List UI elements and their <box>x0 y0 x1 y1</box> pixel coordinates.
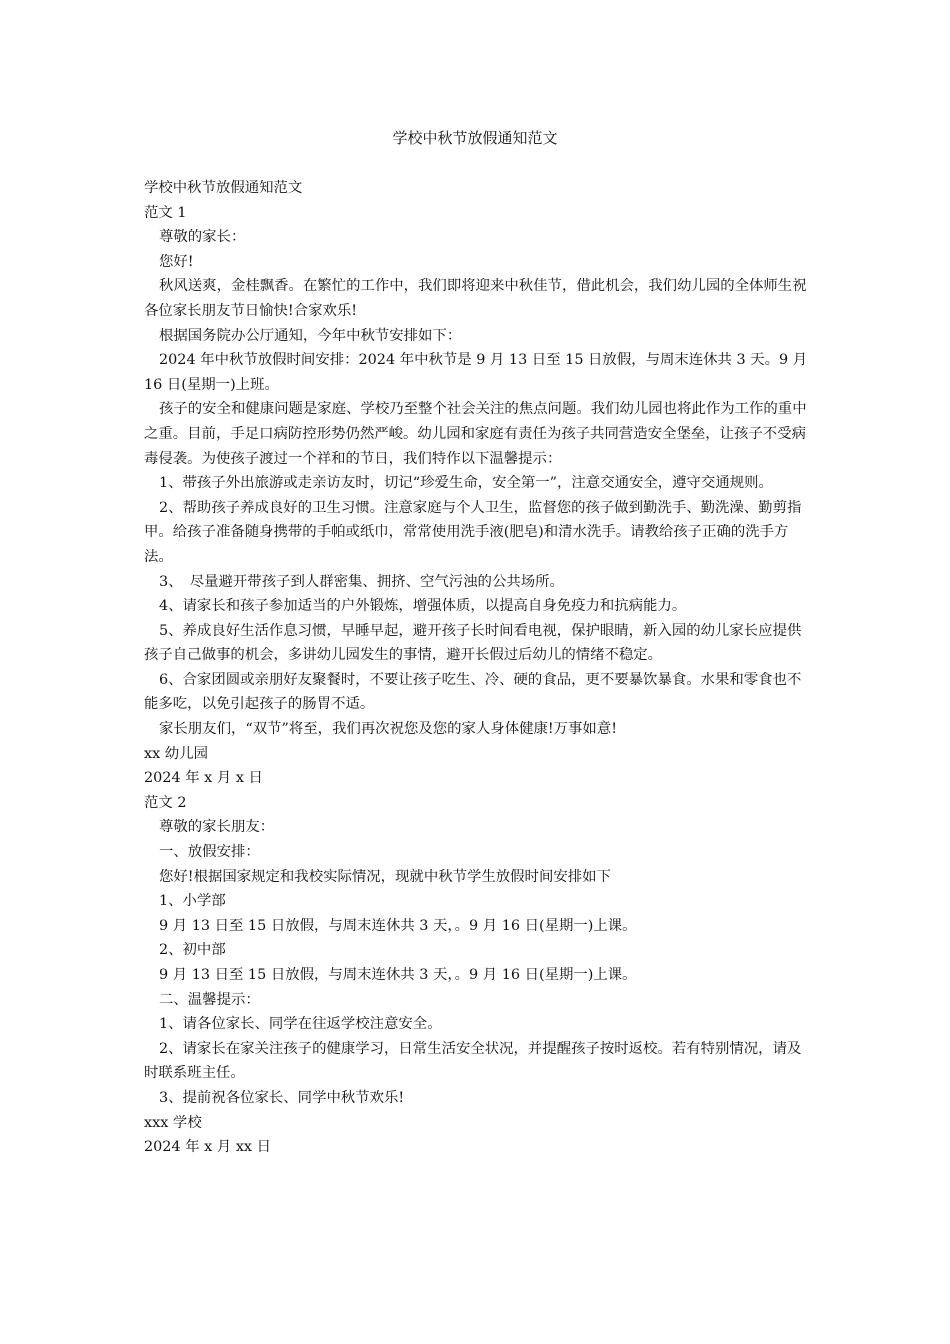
paragraph: 您好! <box>159 253 194 270</box>
document-body <box>144 176 810 1160</box>
paragraph: 6、合家团圆或亲朋好友聚餐时，不要让孩子吃生、冷、硬的食品，更不要暴饮暴食。水果和零食也不能多吃，以免引起孩子的肠胃不适。 <box>144 671 802 713</box>
paragraph: 3、提前祝各位家长、同学中秋节欢乐! <box>159 1089 405 1106</box>
paragraph: 根据国务院办公厅通知，今年中秋节安排如下： <box>159 327 462 344</box>
paragraph: 2、帮助孩子养成良好的卫生习惯。注意家庭与个人卫生，监督您的孩子做到勤洗手、勤洗澡、勤剪指甲。给孩子准备随身携带的手帕或纸巾，常常使用洗手液(肥皂)和清水洗手。请教给孩子正确的洗手方法。 <box>144 499 802 565</box>
paragraph: 9 月 13 日至 15 日放假，与周末连休共 3 天，。9 月 16 日(星期一)上课。 <box>159 917 637 934</box>
paragraph: 家长朋友们，“双节”将至，我们再次祝您及您的家人身体健康!万事如意! <box>159 721 618 738</box>
paragraph: 1、带孩子外出旅游或走亲访友时，切记“珍爱生命，安全第一”，注意交通安全，遵守交通规则。 <box>159 475 773 492</box>
paragraph: 范文 1 <box>144 204 187 221</box>
paragraph: 2024 年 x 月 xx 日 <box>144 1139 272 1156</box>
paragraph: xxx 学校 <box>144 1114 202 1131</box>
paragraph: xx 幼儿园 <box>144 745 208 762</box>
paragraph: 一、放假安排： <box>159 844 260 861</box>
paragraph: 9 月 13 日至 15 日放假，与周末连休共 3 天，。9 月 16 日(星期一)上课。 <box>159 967 637 983</box>
paragraph: 4、请家长和孩子参加适当的户外锻炼，增强体质，以提高自身免疫力和抗病能力。 <box>159 598 687 615</box>
paragraph: 5、养成良好生活作息习惯，早睡早起，避开孩子长时间看电视，保护眼睛，新入园的幼儿家长应提供孩子自己做事的机会，多讲幼儿园发生的事情，避开长假过后幼儿的情绪不稳定。 <box>144 622 802 664</box>
paragraph: 2024 年中秋节放假时间安排：2024 年中秋节是 9 月 13 日至 15 日放假，与周末连休共 3 天。9 月 16 日(星期一)上班。 <box>144 352 808 393</box>
paragraph: 范文 2 <box>144 794 187 811</box>
paragraph: 学校中秋节放假通知范文 <box>144 180 303 196</box>
paragraph: 2、请家长在家关注孩子的健康学习，日常生活安全状况，并提醒孩子按时返校。若有特别情况，请及时联系班主任。 <box>144 1040 802 1082</box>
paragraph: 孩子的安全和健康问题是家庭、学校乃至整个社会关注的焦点问题。我们幼儿园也将此作为工作的重中之重。目前，手足口病防控形势仍然严峻。幼儿园和家庭有责任为孩子共同营造安全堡垒，让孩子不受病毒侵袭。为使孩子渡过一个祥和的节日，我们特作以下温馨提示： <box>144 401 807 467</box>
paragraph: 尊敬的家长朋友： <box>159 819 275 836</box>
paragraph: 2024 年 x 月 x 日 <box>144 770 263 787</box>
paragraph: 您好!根据国家规定和我校实际情况，现就中秋节学生放假时间安排如下 <box>159 868 611 885</box>
paragraph: 二、温馨提示： <box>159 991 260 1008</box>
paragraph: 2、初中部 <box>159 942 226 959</box>
document-title: 学校中秋节放假通知范文 <box>392 129 558 147</box>
paragraph: 3、 尽量避开带孩子到人群密集、拥挤、空气污浊的公共场所。 <box>159 573 564 590</box>
paragraph: 1、小学部 <box>159 893 226 910</box>
paragraph: 秋风送爽，金桂飘香。在繁忙的工作中，我们即将迎来中秋佳节，借此机会，我们幼儿园的全体师生祝各位家长朋友节日愉快!合家欢乐! <box>144 278 807 319</box>
paragraph: 尊敬的家长： <box>159 229 246 246</box>
paragraph: 1、请各位家长、同学在往返学校注意安全。 <box>159 1016 442 1033</box>
